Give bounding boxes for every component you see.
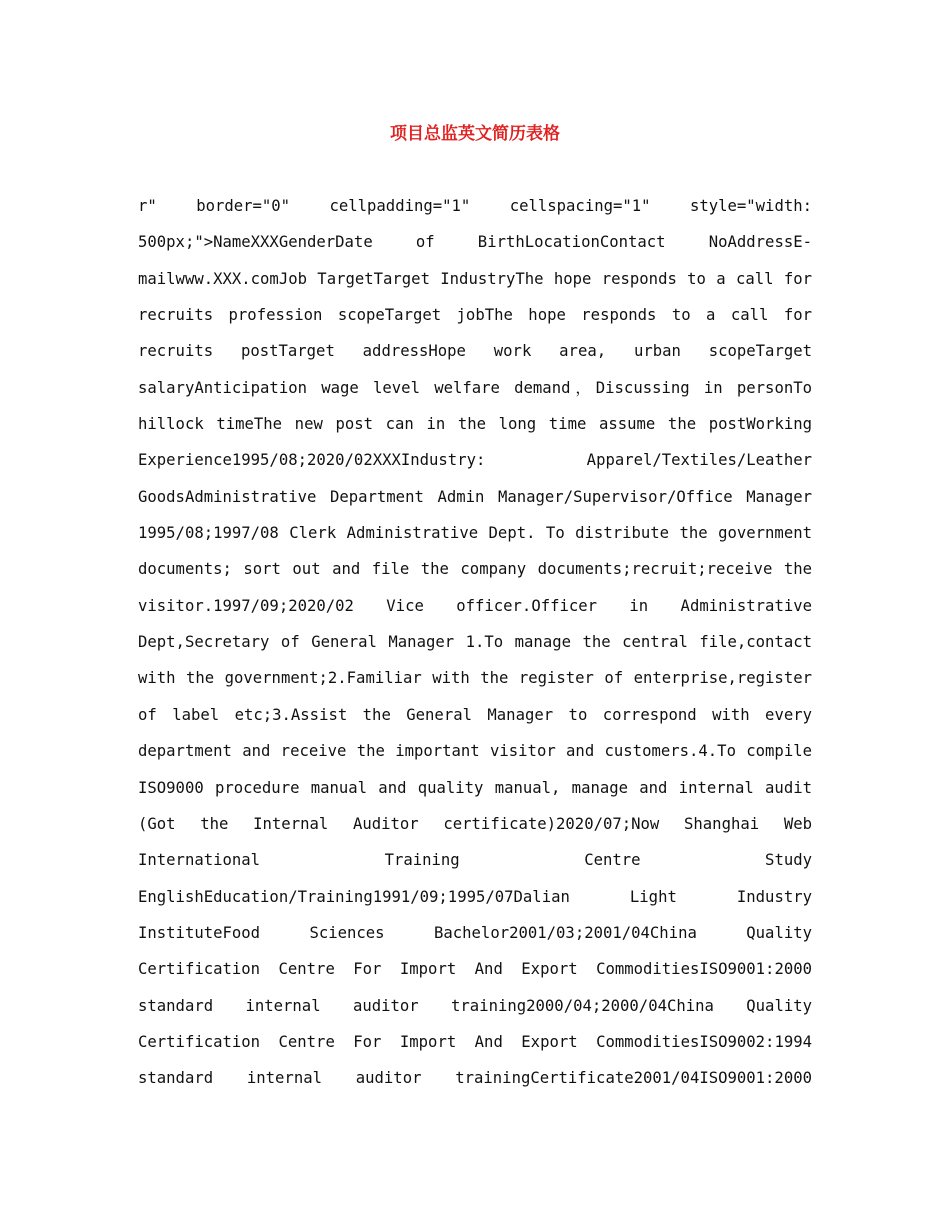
body-line: Experience1995/08;2020/02XXXIndustry: Apparel/Textiles/Leather: [138, 451, 812, 470]
body-line: recruits profession scopeTarget jobThe hope responds to a call for: [138, 306, 812, 325]
body-line: Dept,Secretary of General Manager 1.To manage the central file,contact: [138, 633, 812, 652]
body-line: Certification Centre For Import And Export CommoditiesISO9001:2000: [138, 960, 812, 979]
body-line: International Training Centre Study: [138, 851, 812, 870]
body-line: GoodsAdministrative Department Admin Manager/Supervisor/Office Manager: [138, 487, 812, 506]
body-line: documents; sort out and file the company documents;recruit;receive the: [138, 560, 812, 579]
body-line: 500px;">NameXXXGenderDate of BirthLocationContact NoAddressE-: [138, 233, 812, 252]
body-line: with the government;2.Familiar with the register of enterprise,register: [138, 669, 812, 688]
document-title: 项目总监英文简历表格: [390, 124, 560, 144]
body-line: standard internal auditor trainingCertificate2001/04ISO9001:2000: [138, 1069, 812, 1088]
body-line: Certification Centre For Import And Export CommoditiesISO9002:1994: [138, 1032, 812, 1051]
body-line: EnglishEducation/Training1991/09;1995/07Dalian Light Industry: [138, 887, 812, 906]
body-line: mailwww.XXX.comJob TargetTarget IndustryThe hope responds to a call for: [138, 269, 812, 288]
body-line: visitor.1997/09;2020/02 Vice officer.Officer in Administrative: [138, 596, 812, 615]
body-line: standard internal auditor training2000/04;2000/04China Quality: [138, 996, 812, 1015]
body-line: InstituteFood Sciences Bachelor2001/03;2001/04China Quality: [138, 923, 812, 942]
body-line: r" border="0" cellpadding="1" cellspacing="1" style="width:: [138, 197, 812, 215]
body-line: salaryAnticipation wage level welfare demand，Discussing in personTo: [138, 378, 812, 397]
body-line: recruits postTarget addressHope work area, urban scopeTarget: [138, 342, 812, 361]
body-line: 1995/08;1997/08 Clerk Administrative Dept. To distribute the government: [138, 524, 812, 543]
body-line: hillock timeThe new post can in the long time assume the postWorking: [138, 415, 812, 434]
body-line: department and receive the important visitor and customers.4.To compile: [138, 742, 812, 761]
document-body: [138, 188, 812, 1097]
body-line: of label etc;3.Assist the General Manager to correspond with every: [138, 705, 812, 724]
body-line: (Got the Internal Auditor certificate)2020/07;Now Shanghai Web: [138, 814, 812, 833]
body-line: ISO9000 procedure manual and quality manual, manage and internal audit: [138, 778, 812, 797]
